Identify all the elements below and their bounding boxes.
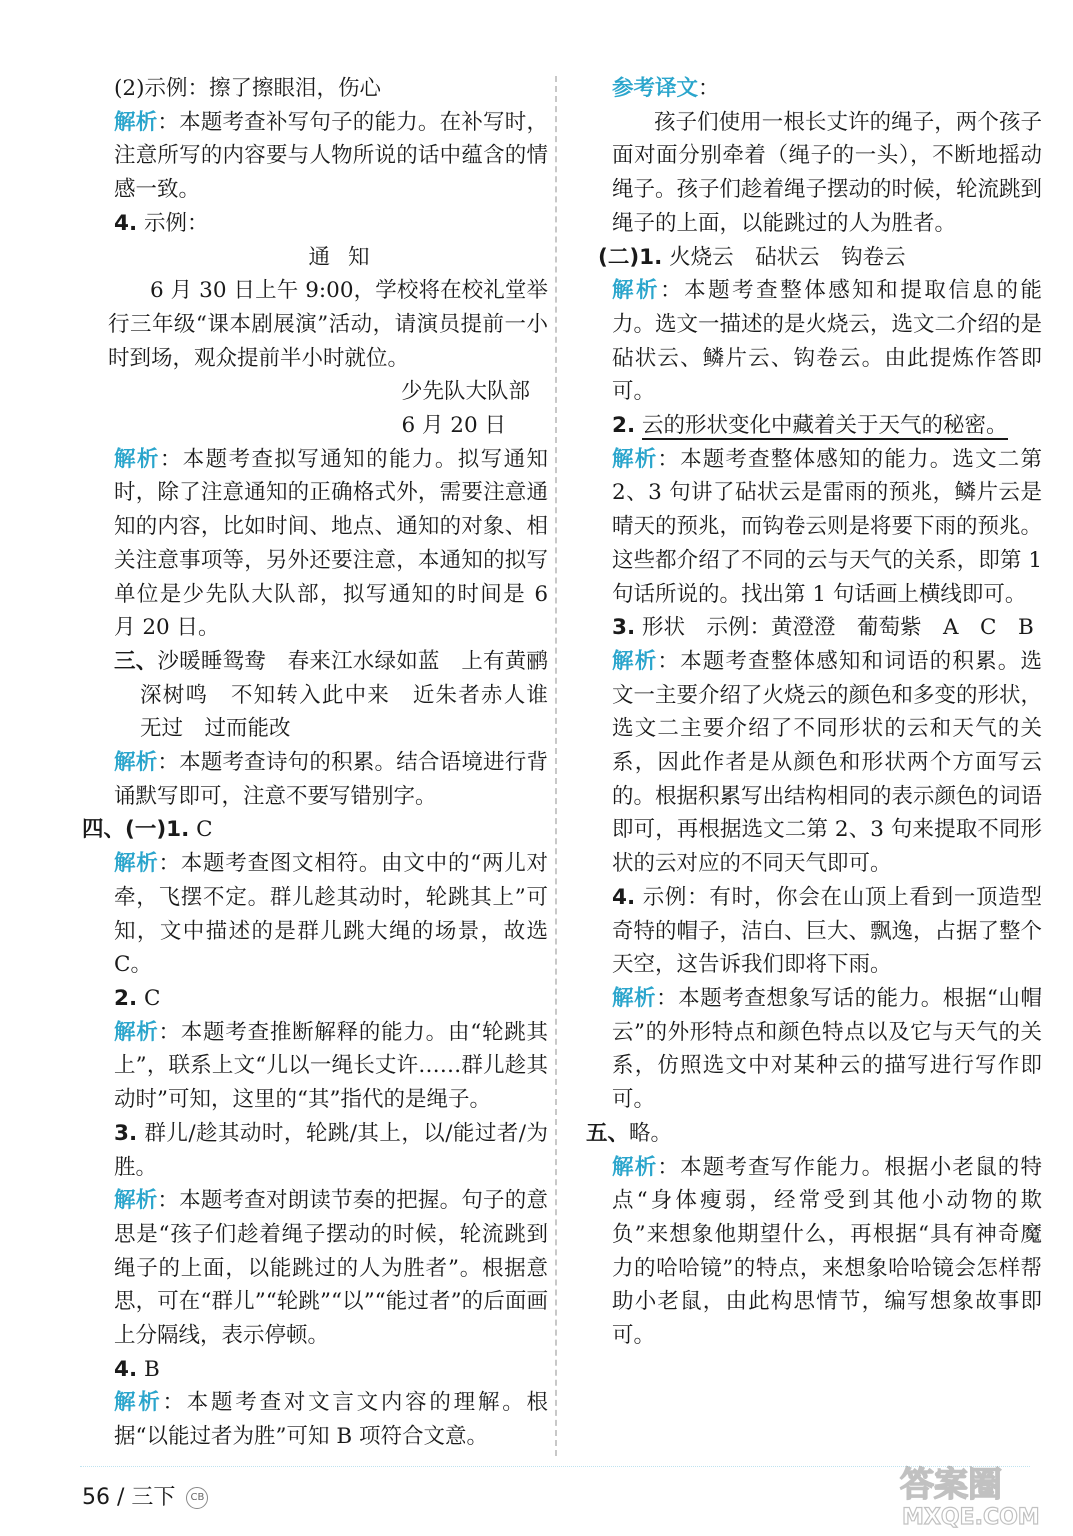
notice-date: 6 月 20 日 — [401, 413, 506, 439]
footer-separator: / — [117, 1485, 125, 1510]
watermark-logo — [890, 1460, 1065, 1530]
section-5: 五、略。 — [586, 1120, 673, 1146]
analysis-block: 解析：本题考查推断解释的能力。由“轮跳其上”，联系上文“儿以一绳长丈许……群儿趁其动时”可知，这里的“其”指代的是绳子。 — [114, 1019, 548, 1113]
answer-line: (2)示例：擦了擦眼泪，伤心 — [114, 76, 381, 101]
analysis-label: 解析 — [114, 446, 160, 472]
page-number: 56 — [82, 1485, 110, 1510]
analysis-label: 解析 — [114, 1188, 158, 1214]
right-column — [586, 72, 1043, 1353]
footer-divider — [80, 1466, 1030, 1467]
page-footer — [82, 1480, 208, 1511]
question-3: 3. 群儿/趁其动时，轮跳/其上，以/能过者/为胜。 — [114, 1120, 548, 1180]
analysis-block: 解析：本题考查整体感知和词语的积累。选文一主要介绍了火烧云的颜色和多变的形状，选文二主要介绍了不同形状的云和天气的关系，因此作者是从颜色和形状两个方面写云的。根据积累写出结构相同的表示颜色的词语即可，再根据选文二第 2、3 句来提取不同形状的云对应的不同天气即可。 — [612, 648, 1043, 877]
question-2: 2. C — [114, 985, 161, 1011]
left-column — [82, 72, 548, 1454]
edition-badge-icon: CB — [186, 1487, 208, 1509]
analysis-label: 解析 — [612, 278, 661, 304]
section-4: 四、(一)1. C — [82, 817, 213, 843]
question-4: 4. 示例： — [114, 210, 209, 236]
analysis-block: 解析：本题考查整体感知和提取信息的能力。选文一描述的是火烧云，选文二介绍的是砧状云、鳞片云、钩卷云。由此提炼作答即可。 — [612, 278, 1043, 405]
question-4b: 4. B — [114, 1356, 160, 1382]
underlined-answer: 云的形状变化中藏着关于天气的秘密。 — [641, 413, 1008, 439]
notice-title: 通知 — [308, 244, 388, 270]
analysis-label: 解析 — [612, 446, 658, 472]
question-2: 2. 云的形状变化中藏着关于天气的秘密。 — [612, 413, 1008, 439]
reference-translation-heading: 参考译文： — [612, 76, 720, 101]
analysis-label: 解析 — [612, 648, 658, 674]
question-3: 3. 形状 示例：黄澄澄 葡萄紫 A C B — [612, 615, 1034, 641]
watermark-url: MXQE.COM — [902, 1505, 1040, 1530]
reference-translation: 孩子们使用一根长丈许的绳子，两个孩子面对面分别牵着（绳子的一头），不断地摇动绳子。孩子们趁着绳子摆动的时候，轮流跳到绳子的上面，以能跳过的人为胜者。 — [612, 109, 1043, 236]
notice-signature: 少先队大队部 — [400, 379, 530, 405]
analysis-block: 解析：本题考查诗句的积累。结合语境进行背诵默写即可，注意不要写错别字。 — [114, 750, 548, 809]
analysis-block: 解析：本题考查整体感知的能力。选文二第 2、3 句讲了砧状云是雷雨的预兆，鳞片云是晴天的预兆，而钩卷云则是将要下雨的预兆。这些都介绍了不同的云与天气的关系，即第 1 句话所说的。找出第 1 句话画上横线即可。 — [612, 446, 1043, 607]
analysis-label: 解析 — [114, 851, 159, 877]
column-divider — [555, 76, 557, 1456]
analysis-label: 解析 — [114, 1390, 163, 1416]
notice-body: 6 月 30 日上午 9:00，学校将在校礼堂举行三年级“课本剧展演”活动，请演员提前一小时到场，观众提前半小时就位。 — [108, 278, 548, 371]
analysis-block: 解析：本题考查图文相符。由文中的“两儿对牵，飞摆不定。群儿趁其动时，轮跳其上”可知，文中描述的是群儿跳大绳的场景，故选 C。 — [114, 851, 548, 978]
analysis-block: 解析：本题考查补写句子的能力。在补写时，注意所写的内容要与人物所说的话中蕴含的情感一致。 — [114, 109, 548, 203]
analysis-label: 解析 — [114, 750, 158, 776]
grade-label: 三下 — [131, 1485, 176, 1510]
analysis-label: 解析 — [114, 1019, 159, 1045]
analysis-block: 解析：本题考查对文言文内容的理解。根据“以能过者为胜”可知 B 项符合文意。 — [114, 1390, 548, 1450]
analysis-label: 解析 — [114, 109, 158, 135]
analysis-label: 解析 — [612, 985, 657, 1011]
analysis-block: 解析：本题考查想象写话的能力。根据“山帽云”的外形特点和颜色特点以及它与天气的关系，仿照选文中对某种云的描写进行写作即可。 — [612, 985, 1042, 1113]
watermark-text: 答案圈 — [900, 1465, 1002, 1505]
section-3: 三、沙暖睡鸳鸯 春来江水绿如蓝 上有黄鹂深树鸣 不知转入此中来 近朱者赤人谁无过 过而能改 — [114, 648, 548, 742]
analysis-block: 解析：本题考查拟写通知的能力。拟写通知时，除了注意通知的正确格式外，需要注意通知的内容，比如时间、地点、通知的对象、相关注意事项等，另外还要注意，本通知的拟写单位是少先队大队部，拟写通知的时间是 6 月 20 日。 — [114, 446, 548, 641]
section-4-part-2: (二)1. 火烧云 砧状云 钩卷云 — [598, 244, 906, 270]
analysis-label: 解析 — [612, 1154, 658, 1180]
question-4: 4. 示例：有时，你会在山顶上看到一顶造型奇特的帽子，洁白、巨大、飘逸，占据了整个天空，这告诉我们即将下雨。 — [612, 884, 1043, 978]
analysis-block: 解析：本题考查写作能力。根据小老鼠的特点“身体瘦弱，经常受到其他小动物的欺负”来想象他期望什么，再根据“具有神奇魔力的哈哈镜”的特点，来想象哈哈镜会怎样帮助小老鼠，由此构思情节，编写想象故事即可。 — [612, 1154, 1042, 1349]
analysis-block: 解析：本题考查对朗读节奏的把握。句子的意思是“孩子们趁着绳子摆动的时候，轮流跳到绳子的上面，以能跳过的人为胜者”。根据意思，可在“群儿”“轮跳”“以”“能过者”的后面画上分隔线，表示停顿。 — [114, 1188, 548, 1349]
